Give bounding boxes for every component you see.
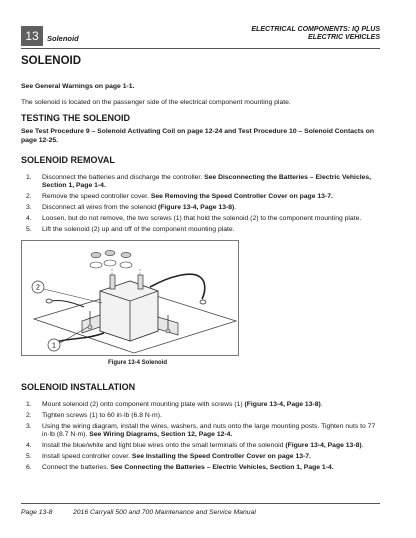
solenoid-figure bbox=[21, 240, 239, 356]
step-number: 4. bbox=[26, 442, 32, 450]
step-number: 2. bbox=[26, 412, 32, 419]
step-text: Tighten screws (1) to 60 in·lb (6.8 N·m). bbox=[42, 412, 162, 419]
header-title-line1: ELECTRICAL COMPONENTS: IQ PLUS bbox=[251, 26, 380, 33]
page-title: SOLENOID bbox=[21, 55, 82, 67]
solenoid-body-shape bbox=[100, 281, 158, 341]
solenoid-illustration bbox=[22, 241, 239, 356]
step-number: 4. bbox=[26, 215, 32, 223]
step-number: 3. bbox=[26, 204, 32, 212]
chapter-number-tab: 13 bbox=[21, 26, 43, 46]
testing-reference: See Test Procedure 9 – Solenoid Activating Coil on page 12-24 and Test Procedure 10 – Solenoid Contacts on page 12-25. bbox=[21, 128, 375, 144]
step-item bbox=[21, 215, 381, 223]
step-tail: . bbox=[234, 204, 237, 212]
step-reference: (Figure 13-4, Page 13-8) bbox=[157, 204, 235, 212]
step-text: Disconnect the batteries and discharge the controller. bbox=[42, 174, 205, 181]
step-reference: (Figure 13-4, Page 13-8) bbox=[244, 401, 321, 408]
footer-manual-title: 2016 Carryall 500 and 700 Maintenance and Service Manual bbox=[73, 509, 256, 516]
step-item bbox=[21, 193, 381, 201]
step-reference: (Figure 13-4, Page 13-8) bbox=[285, 442, 362, 450]
location-text: The solenoid is located on the passenger side of the electrical component mounting plate. bbox=[21, 99, 291, 106]
header-divider bbox=[21, 48, 380, 49]
step-reference: See Removing the Speed Controller Cover on page 13-7. bbox=[150, 193, 333, 201]
step-text: Using the wiring diagram, install the wires, washers, and nuts onto the large mounting posts. Tighten nuts to 77 in·lb (8.7 N·m). bbox=[42, 423, 376, 439]
step-reference: See Wiring Diagrams, Section 12, Page 12-4. bbox=[89, 431, 233, 439]
footer-page-number: Page 13-8 bbox=[21, 509, 53, 516]
step-reference: See Connecting the Batteries – Electric Vehicles, Section 1, Page 1-4. bbox=[110, 464, 334, 472]
step-text: Remove the speed controller cover. bbox=[42, 193, 151, 201]
step-item bbox=[21, 453, 381, 461]
step-number: 5. bbox=[26, 453, 32, 461]
installation-heading: SOLENOID INSTALLATION bbox=[21, 382, 136, 392]
header-chapter-title bbox=[251, 26, 380, 42]
step-reference: See Installing the Speed Controller Cover on page 13-7. bbox=[131, 453, 311, 461]
step-text: Install speed controller cover. bbox=[42, 453, 132, 461]
step-number: 1. bbox=[26, 401, 32, 408]
callout-2-label: 2 bbox=[36, 284, 40, 292]
step-item bbox=[21, 174, 381, 191]
step-text: Mount solenoid (2) onto component mounting plate with screws (1) bbox=[42, 401, 245, 408]
step-item bbox=[21, 442, 381, 450]
header-title-line2: ELECTRIC VEHICLES bbox=[308, 34, 380, 41]
step-text: Disconnect all wires from the solenoid bbox=[42, 204, 158, 212]
step-item bbox=[21, 412, 381, 420]
step-number: 6. bbox=[26, 464, 32, 472]
step-number: 5. bbox=[26, 226, 32, 234]
warning-reference: See General Warnings on page 1-1. bbox=[21, 83, 135, 90]
step-text: Lift the solenoid (2) up and off of the component mounting plate. bbox=[42, 226, 235, 234]
removal-steps bbox=[21, 174, 381, 237]
step-text: Loosen, but do not remove, the two screws (1) that hold the solenoid (2) to the component mounting plate. bbox=[42, 215, 362, 223]
step-item bbox=[21, 423, 381, 440]
installation-steps bbox=[21, 401, 381, 475]
step-item bbox=[21, 464, 381, 472]
figure-caption: Figure 13-4 Solenoid bbox=[108, 360, 168, 366]
step-number: 2. bbox=[26, 193, 32, 201]
step-text: Connect the batteries. bbox=[42, 464, 111, 472]
step-number: 3. bbox=[26, 423, 32, 430]
callout-1-label: 1 bbox=[52, 342, 56, 350]
footer-divider bbox=[21, 503, 380, 504]
step-tail: . bbox=[320, 401, 323, 408]
header-section-name: Solenoid bbox=[47, 34, 79, 43]
step-text: Install the blue/white and light blue wires onto the small terminals of the solenoid bbox=[42, 442, 286, 450]
step-reference: See Disconnecting the Batteries – Electric Vehicles, Section 1, Page 1-4. bbox=[42, 174, 372, 190]
step-number: 1. bbox=[26, 174, 32, 181]
testing-heading: TESTING THE SOLENOID bbox=[21, 113, 131, 123]
step-item bbox=[21, 226, 381, 234]
step-tail: . bbox=[361, 442, 364, 450]
removal-heading: SOLENOID REMOVAL bbox=[21, 155, 115, 165]
step-item bbox=[21, 204, 381, 212]
step-item bbox=[21, 401, 381, 409]
